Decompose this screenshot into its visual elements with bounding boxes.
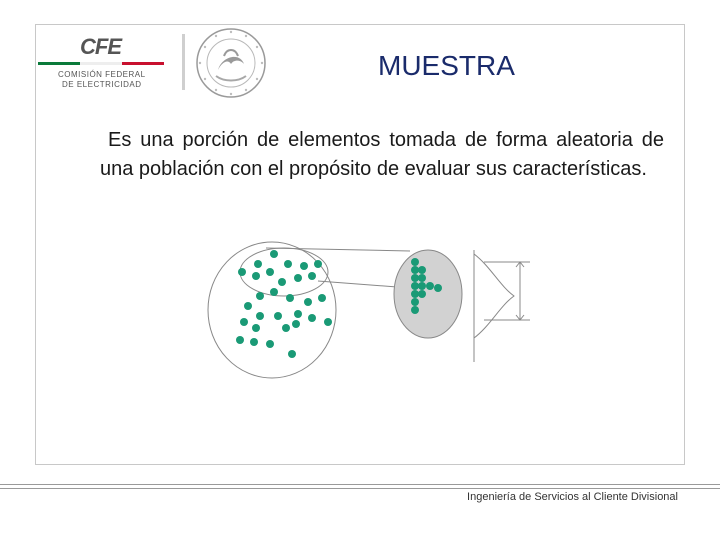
population-point [294, 310, 302, 318]
population-point [238, 268, 246, 276]
connector-lines [266, 248, 410, 288]
sample-point [418, 266, 426, 274]
sample-point [418, 274, 426, 282]
population-point [278, 278, 286, 286]
population-point [314, 260, 322, 268]
population-points [236, 250, 332, 358]
sample-point [418, 282, 426, 290]
logo-line2: DE ELECTRICIDAD [62, 80, 142, 89]
sample-point [434, 284, 442, 292]
population-point [270, 250, 278, 258]
population-point [318, 294, 326, 302]
population-point [284, 260, 292, 268]
population-point [292, 320, 300, 328]
sample-point [411, 306, 419, 314]
population-point [252, 272, 260, 280]
population-point [288, 350, 296, 358]
population-point [236, 336, 244, 344]
population-point [240, 318, 248, 326]
population-point [282, 324, 290, 332]
body-paragraph: Es una porción de elementos tomada de forma aleatoria de una población con el propósito de evaluar sus características. [100, 129, 664, 180]
header-separator [182, 34, 185, 90]
population-point [266, 340, 274, 348]
population-point [286, 294, 294, 302]
logo-line1: COMISIÓN FEDERAL [58, 70, 146, 79]
population-point [270, 288, 278, 296]
population-point [274, 312, 282, 320]
population-point [294, 274, 302, 282]
sample-point [411, 258, 419, 266]
cfe-logo [36, 30, 168, 90]
sampling-diagram [200, 236, 540, 386]
sample-circle [394, 250, 462, 338]
sample-point [411, 266, 419, 274]
footer-text: Ingeniería de Servicios al Cliente Divisional [467, 491, 678, 503]
logo-word: CFE [80, 34, 121, 59]
slide-body [100, 126, 664, 184]
population-point [300, 262, 308, 270]
population-point [250, 338, 258, 346]
slide-title: MUESTRA [378, 50, 515, 81]
population-point [324, 318, 332, 326]
sample-point [411, 274, 419, 282]
population-point [256, 312, 264, 320]
sample-point [411, 290, 419, 298]
population-point [244, 302, 252, 310]
population-point [252, 324, 260, 332]
distribution-curve [474, 250, 530, 362]
sample-point [411, 298, 419, 306]
population-point [266, 268, 274, 276]
seal-icon [194, 26, 268, 100]
sample-subset-ellipse [240, 248, 328, 296]
footer-rule-top [0, 484, 720, 485]
footer-rule-bottom [0, 488, 720, 489]
population-point [304, 298, 312, 306]
population-point [256, 292, 264, 300]
population-point [254, 260, 262, 268]
sample-point [426, 282, 434, 290]
sample-point [418, 290, 426, 298]
sample-point [411, 282, 419, 290]
population-point [308, 272, 316, 280]
population-point [308, 314, 316, 322]
flag-stripe [38, 62, 164, 65]
